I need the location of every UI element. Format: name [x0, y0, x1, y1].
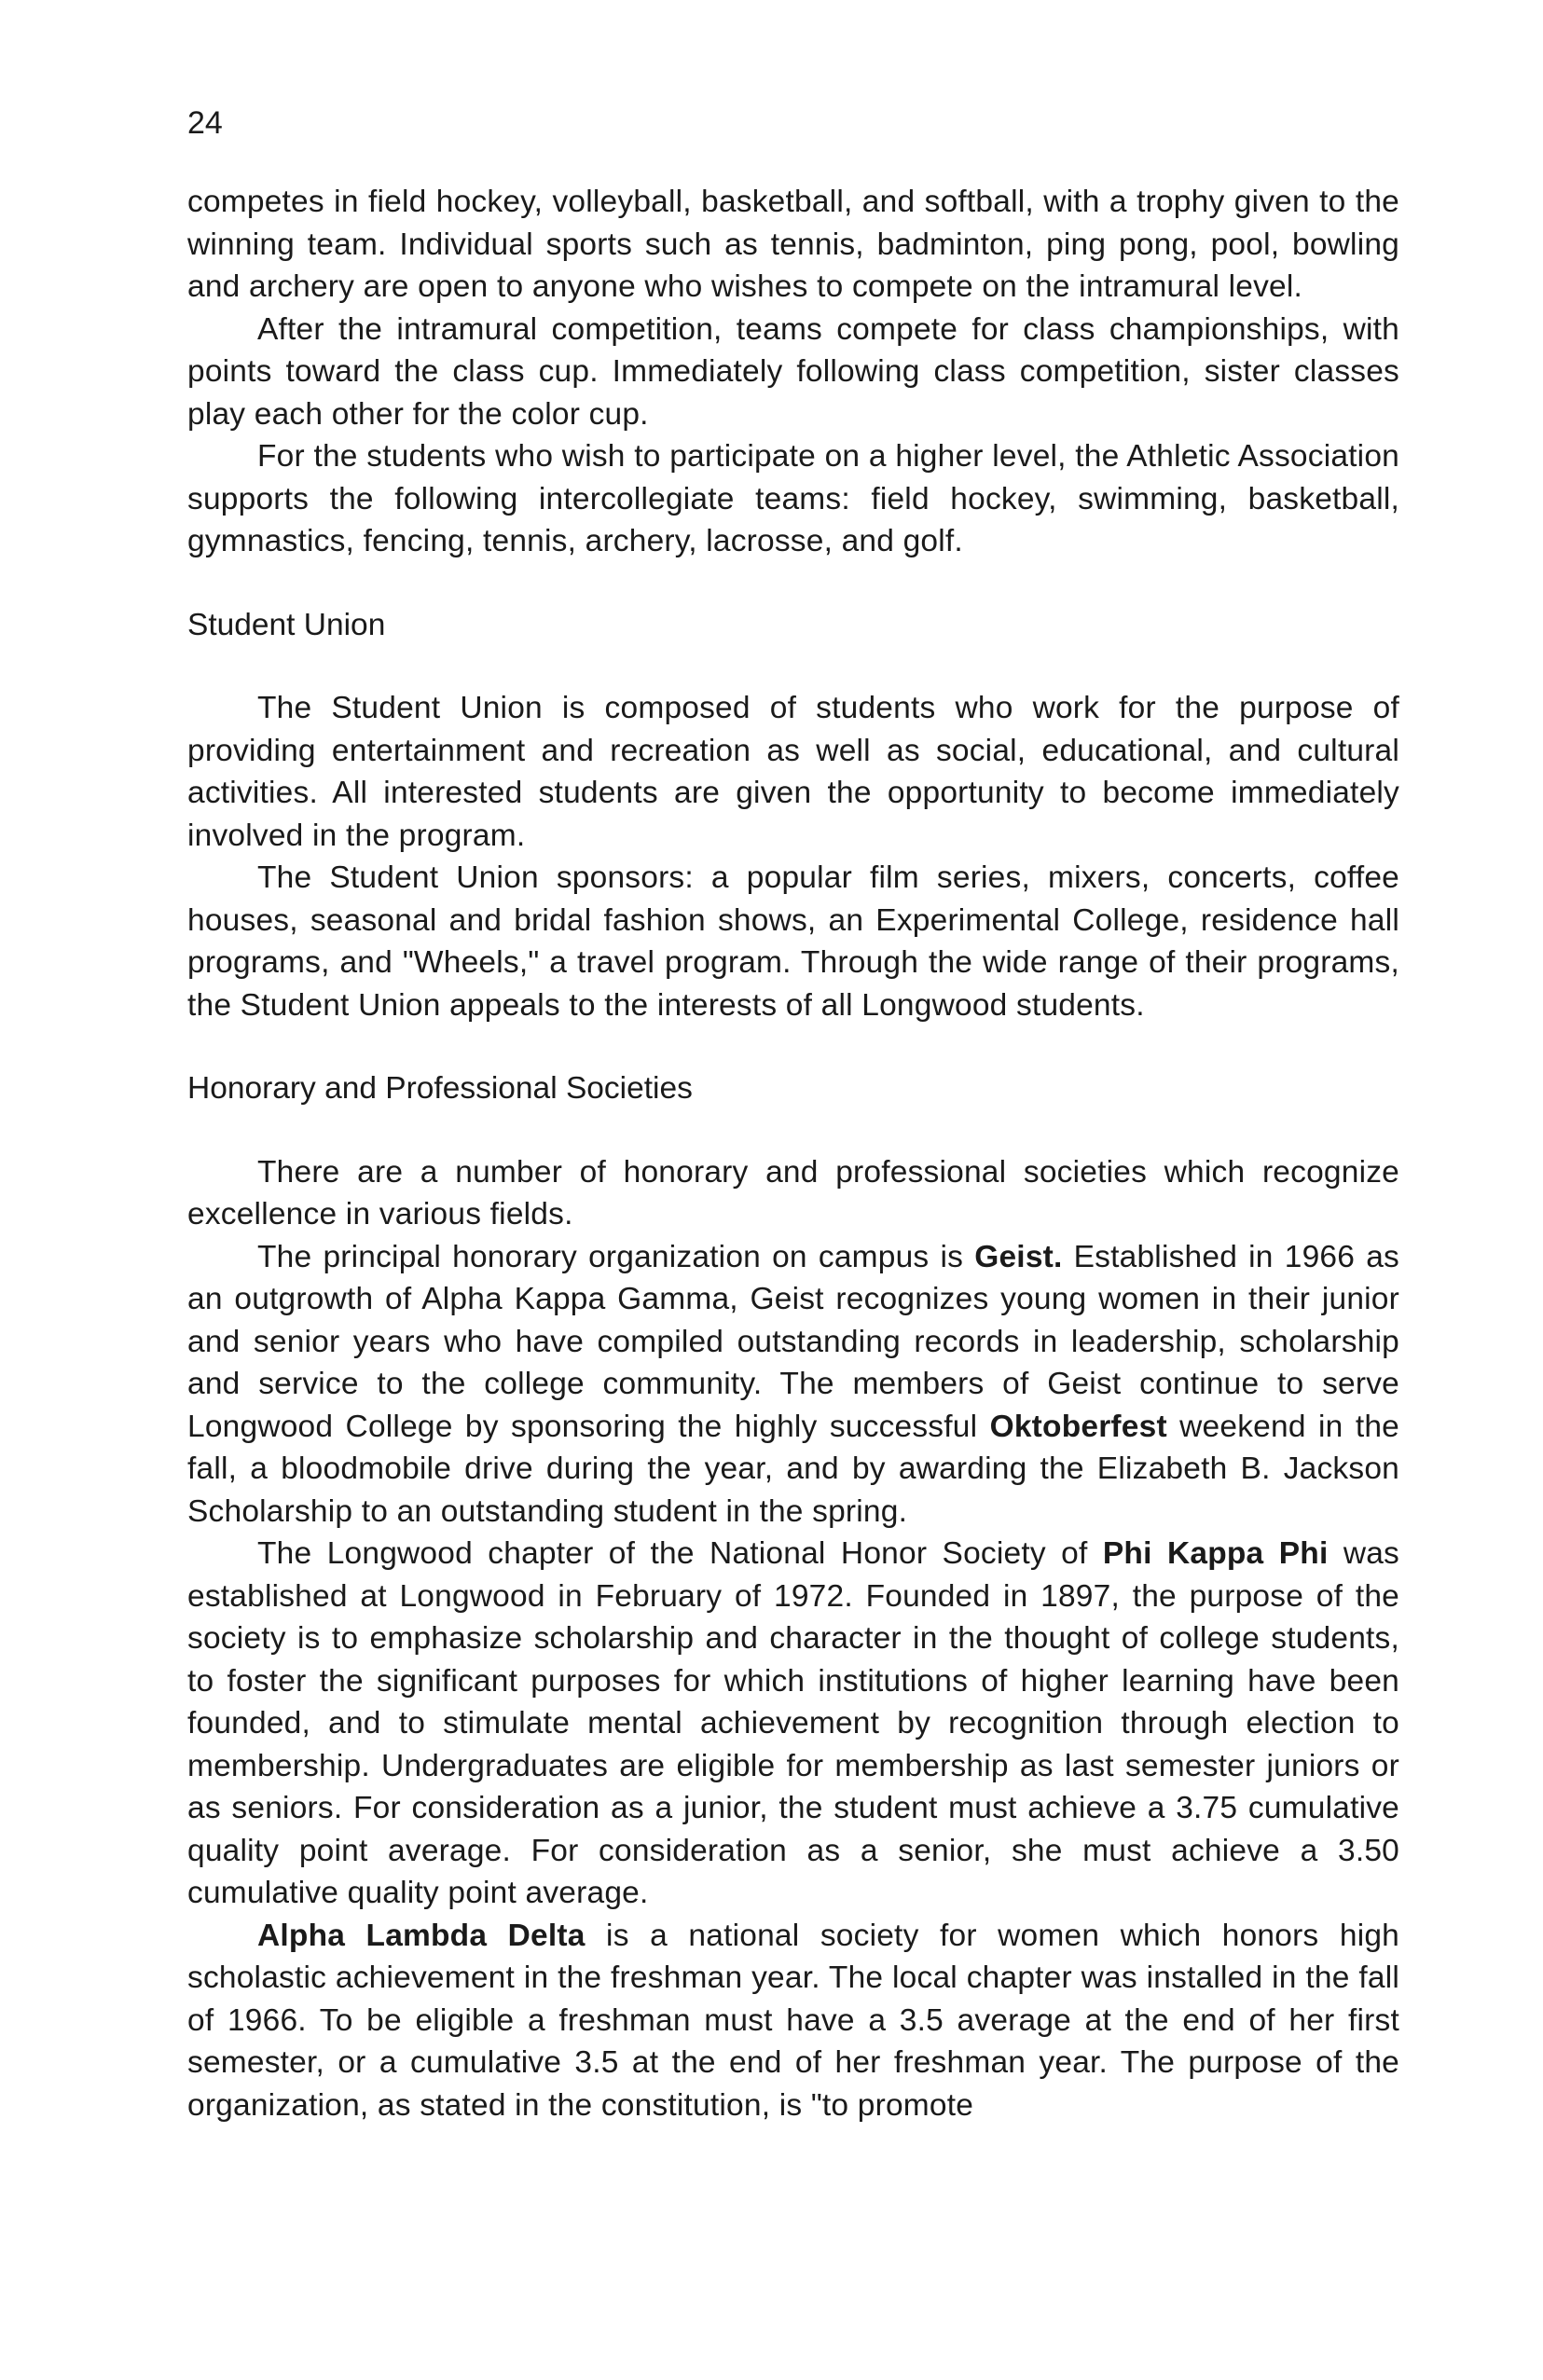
phi-kappa-phi-paragraph [187, 1533, 1399, 1915]
societies-paragraph-1: There are a number of honorary and professional societies which recognize excellence in various fields. [187, 1154, 1399, 1231]
pkp-text-1: The Longwood chapter of the National Honor Society of [257, 1536, 1103, 1571]
student-union-heading: Student Union [187, 607, 386, 642]
athletics-paragraph-1: competes in field hockey, volleyball, basketball, and softball, with a trophy given to the winning team. Individual sports such as tennis, badminton, ping pong, pool, bowling and archery are open to anyone who wishes to compete on the intramural level. [187, 185, 1399, 304]
student-union-paragraph-2: The Student Union sponsors: a popular film series, mixers, concerts, coffee houses, seasonal and bridal fashion shows, an Experimental College, residence hall programs, and "Wheels," a travel program. Through the wide range of their programs, the Student Union appeals to the interests of all Longwood students. [187, 860, 1399, 1023]
ald-text-1: is a national society for women which honors high scholastic achievement in the freshman year. The local chapter was installed in the fall of 1966. To be eligible a freshman must have a 3.5 average at the end of her first semester, or a cumulative 3.5 at the end of her freshman year. The purpose of the organization, as stated in the constitution, is "to promote [187, 1918, 1399, 2123]
page-number: 24 [187, 105, 223, 141]
oktoberfest-name: Oktoberfest [989, 1409, 1167, 1444]
geist-text-1: The principal honorary organization on campus is [257, 1239, 975, 1274]
alpha-lambda-delta-paragraph [187, 1915, 1399, 2127]
document-page [187, 103, 1399, 2126]
geist-paragraph [187, 1236, 1399, 1534]
societies-heading: Honorary and Professional Societies [187, 1071, 693, 1106]
geist-text-2: Established in 1966 as an outgrowth of Alpha Kappa Gamma, Geist recognizes young women in their junior and senior years who have compiled outstanding records in leadership, scholarship and service to the college community. The members of Geist continue to serve Longwood College by sponsoring the highly successful [187, 1239, 1399, 1444]
phi-kappa-phi-name: Phi Kappa Phi [1102, 1536, 1329, 1571]
geist-name: Geist. [974, 1239, 1063, 1274]
geist-text-3: weekend in the fall, a bloodmobile drive during the year, and by awarding the Elizabeth B. Jackson Scholarship to an outstanding student in the spring. [187, 1409, 1399, 1529]
student-union-paragraph-1: The Student Union is composed of students who work for the purpose of providing entertainment and recreation as well as social, educational, and cultural activities. All interested students are given the opportunity to become immediately involved in the program. [187, 691, 1399, 853]
pkp-text-2: was established at Longwood in February of 1972. Founded in 1897, the purpose of the society is to emphasize scholarship and character in the thought of college students, to foster the significant purposes for which institutions of higher learning have been founded, and to stimulate mental achievement by recognition through election to membership. Undergraduates are eligible for membership as last semester juniors or as seniors. For consideration as a junior, the student must achieve a 3.75 cumulative quality point average. For consideration as a senior, she must achieve a 3.50 cumulative quality point average. [187, 1536, 1400, 1910]
athletics-paragraph-3: For the students who wish to participate on a higher level, the Athletic Association supports the following intercollegiate teams: field hockey, swimming, basketball, gymnastics, fencing, tennis, archery, lacrosse, and golf. [187, 439, 1399, 558]
athletics-paragraph-2: After the intramural competition, teams compete for class championships, with points toward the class cup. Immediately following class competition, sister classes play each other for the color cup. [187, 311, 1399, 432]
alpha-lambda-delta-name: Alpha Lambda Delta [257, 1918, 586, 1953]
